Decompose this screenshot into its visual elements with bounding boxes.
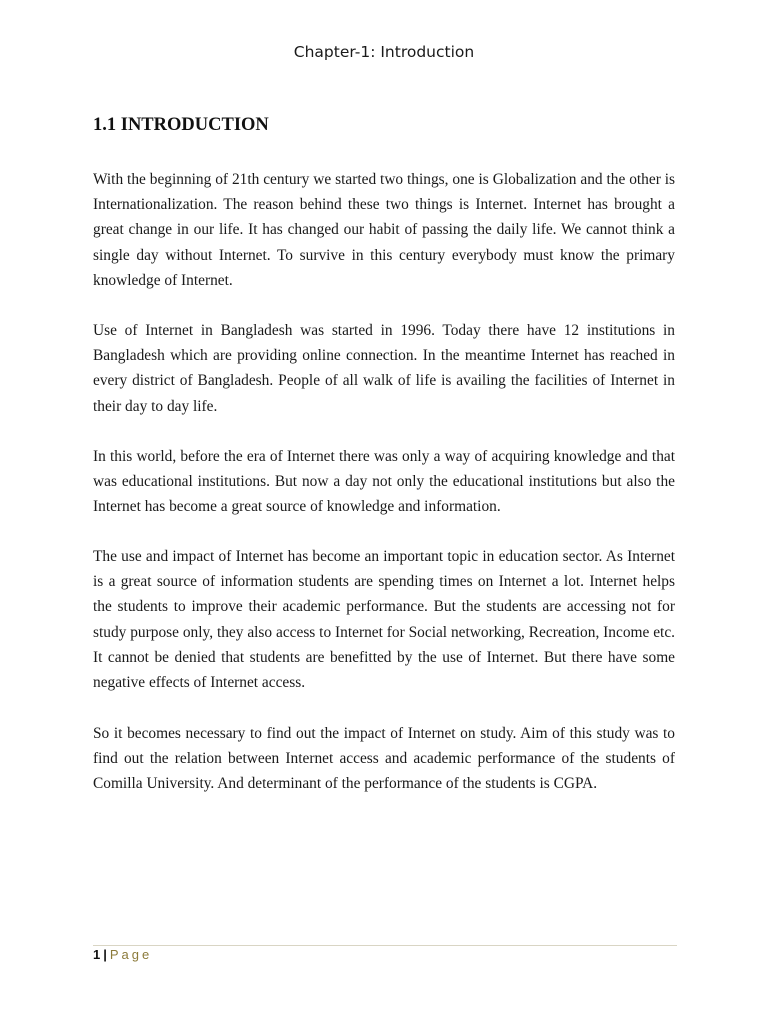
running-header-title: Chapter-1: Introduction — [293, 43, 475, 61]
footer-divider — [93, 945, 677, 946]
page-label: Page — [109, 947, 153, 962]
footer-separator: | — [103, 947, 107, 962]
paragraph-1: With the beginning of 21th century we started two things, one is Globalization and the other is Internationalization. The reason behind these two things is Internet. Internet has brought a great change in our life. It has changed our habit of passing the daily life. We cannot think a single day without Internet. To survive in this century everybody must know the primary knowledge of Internet. — [93, 171, 675, 289]
paragraph-4: The use and impact of Internet has become an important topic in education sector. As Internet is a great source of information students are spending times on Internet a lot. Internet helps the students to improve their academic performance. But the students are accessing not for study purpose only, they also access to Internet for Social networking, Recreation, Income etc. It cannot be denied that students are benefitted by the use of Internet. But there have some negative effects of Internet access. — [93, 548, 675, 692]
section-heading: 1.1 INTRODUCTION — [93, 115, 269, 135]
paragraph-5: So it becomes necessary to find out the impact of Internet on study. Aim of this study was to find out the relation between Internet access and academic performance of the students of Comilla University. And determinant of the performance of the students is CGPA. — [93, 725, 675, 793]
page-footer — [93, 946, 152, 964]
page-number: 1 — [93, 947, 101, 962]
paragraph-3: In this world, before the era of Internet there was only a way of acquiring knowledge and that was educational institutions. But now a day not only the educational institutions but also the Internet has become a great source of knowledge and information. — [93, 448, 675, 516]
paragraph-2: Use of Internet in Bangladesh was started in 1996. Today there have 12 institutions in Bangladesh which are providing online connection. In the meantime Internet has reached in every district of Bangladesh. People of all walk of life is availing the facilities of Internet in their day to day life. — [93, 322, 675, 415]
